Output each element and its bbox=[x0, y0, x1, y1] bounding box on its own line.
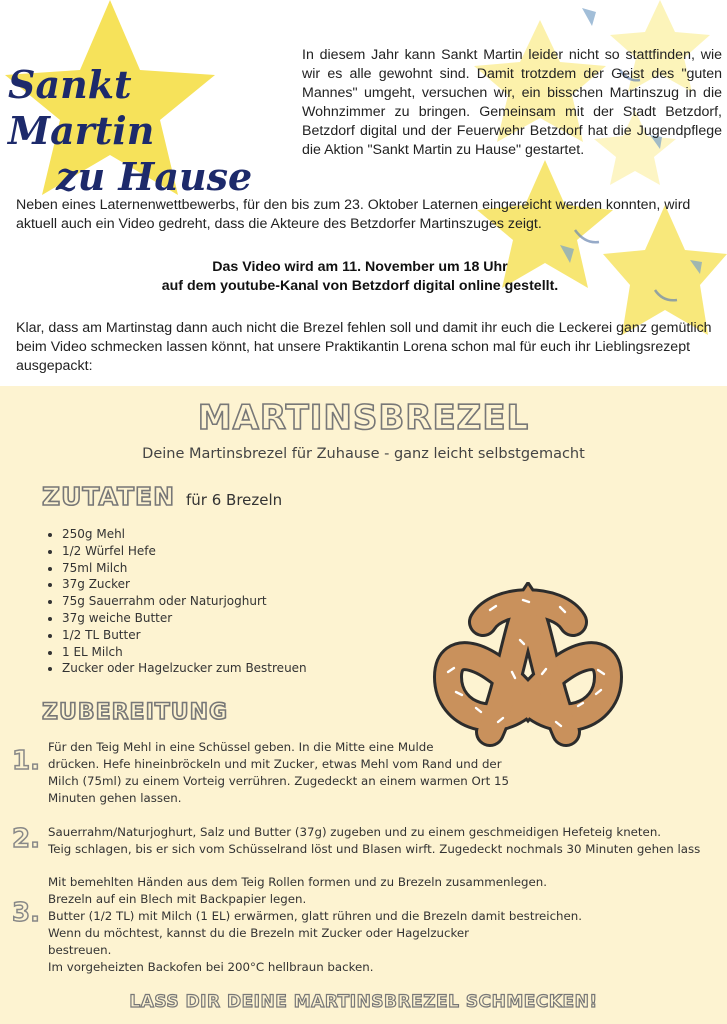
step-2-text bbox=[48, 824, 727, 858]
list-item: • 1/2 Würfel Hefe bbox=[62, 543, 307, 560]
pretzel-icon bbox=[428, 582, 628, 754]
step-line: Milch (75ml) zu einem Vorteig verrühren. Zugedeckt an einem warmen Ort 15 bbox=[48, 774, 509, 788]
list-item: • 1/2 TL Butter bbox=[62, 627, 307, 644]
ingredients-yield: für 6 Brezeln bbox=[186, 491, 283, 509]
list-item: • Zucker oder Hagelzucker zum Bestreuen bbox=[62, 660, 307, 677]
step-number-3: 3. bbox=[12, 898, 40, 928]
list-item: • 37g weiche Butter bbox=[62, 610, 307, 627]
recipe-intro-paragraph: Klar, dass am Martinstag dann auch nicht die Brezel fehlen soll und damit ihr euch die Leckerei ganz gemütlich beim Video schmecken lassen könnt, hat unsere Praktikantin Lorena schon mal für euch ihr Lieblingsrezept ausgepackt: bbox=[16, 320, 712, 374]
preparation-heading: ZUBEREITUNG bbox=[42, 700, 229, 725]
step-line: Butter (1/2 TL) mit Milch (1 EL) erwärmen, glatt rühren und die Brezeln damit bestreichen. bbox=[48, 909, 583, 923]
closing-slogan: LASS DIR DEINE MARTINSBREZEL SCHMECKEN! bbox=[129, 992, 598, 1012]
step-number-1: 1. bbox=[12, 746, 40, 776]
list-item: • 1 EL Milch bbox=[62, 644, 307, 661]
step-number-2: 2. bbox=[12, 824, 40, 854]
step-line: Teig schlagen, bis er sich vom Schüsselrand löst und Blasen wirft. Zugedeckt nochmals 30 Minuten gehen lass bbox=[48, 842, 701, 856]
announcement-line-2: auf dem youtube-Kanal von Betzdorf digital online gestellt. bbox=[161, 278, 559, 294]
title-line-1: Sankt Martin bbox=[8, 62, 155, 153]
step-line: Für den Teig Mehl in eine Schüssel geben. In die Mitte eine Mulde bbox=[48, 740, 434, 754]
step-line: bestreuen. bbox=[48, 943, 112, 957]
list-item: • 75g Sauerrahm oder Naturjoghurt bbox=[62, 593, 307, 610]
step-line: drücken. Hefe hineinbröckeln und mit Zucker, etwas Mehl vom Rand und der bbox=[48, 757, 502, 771]
list-item: • 75ml Milch bbox=[62, 560, 307, 577]
recipe-title: MARTINSBREZEL bbox=[197, 398, 530, 438]
step-line: Im vorgeheizten Backofen bei 200°C hellbraun backen. bbox=[48, 960, 374, 974]
step-line: Minuten gehen lassen. bbox=[48, 791, 182, 805]
list-item: • 37g Zucker bbox=[62, 576, 307, 593]
intro-paragraph: In diesem Jahr kann Sankt Martin leider nicht so stattfinden, wie wir es alle gewohnt sind. Damit trotzdem der Geist des "guten Mannes" umgeht, versuchen wir, ein bisschen Martinszug in die Wohnzimmer zu bringen. Gemeinsam mit der Stadt Betzdorf, Betzdorf digital und der Feuerwehr Betzdorf hat die Jugendpflege die Aktion "Sankt Martin zu Hause" gestartet. bbox=[302, 47, 722, 158]
list-item: • 250g Mehl bbox=[62, 526, 307, 543]
recipe-subtitle: Deine Martinsbrezel für Zuhause - ganz leicht selbstgemacht bbox=[142, 446, 585, 462]
step-3-text bbox=[48, 874, 608, 976]
step-1-text bbox=[48, 739, 528, 807]
step-line: Mit bemehlten Händen aus dem Teig Rollen formen und zu Brezeln zusammenlegen. bbox=[48, 875, 547, 889]
page-title-art bbox=[8, 62, 288, 200]
step-line: Sauerrahm/Naturjoghurt, Salz und Butter (37g) zugeben und zu einem geschmeidigen Hefeteig kneten. bbox=[48, 825, 662, 839]
announcement-line-1: Das Video wird am 11. November um 18 Uhr bbox=[212, 259, 508, 275]
video-announcement bbox=[40, 258, 680, 296]
step-line: Brezeln auf ein Blech mit Backpapier legen. bbox=[48, 892, 307, 906]
step-line: Wenn du möchtest, kannst du die Brezeln mit Zucker oder Hagelzucker bbox=[48, 926, 470, 940]
ingredients-list bbox=[44, 526, 307, 677]
ingredients-heading: ZUTATEN bbox=[42, 482, 176, 511]
lantern-contest-paragraph: Neben eines Laternenwettbewerbs, für den bis zum 23. Oktober Laternen eingereicht werden konnten, wird aktuell auch ein Video gedreht, dass die Akteure des Betzdorfer Martinszuges zeigt. bbox=[16, 197, 691, 232]
title-line-2: zu Hause bbox=[56, 154, 253, 199]
